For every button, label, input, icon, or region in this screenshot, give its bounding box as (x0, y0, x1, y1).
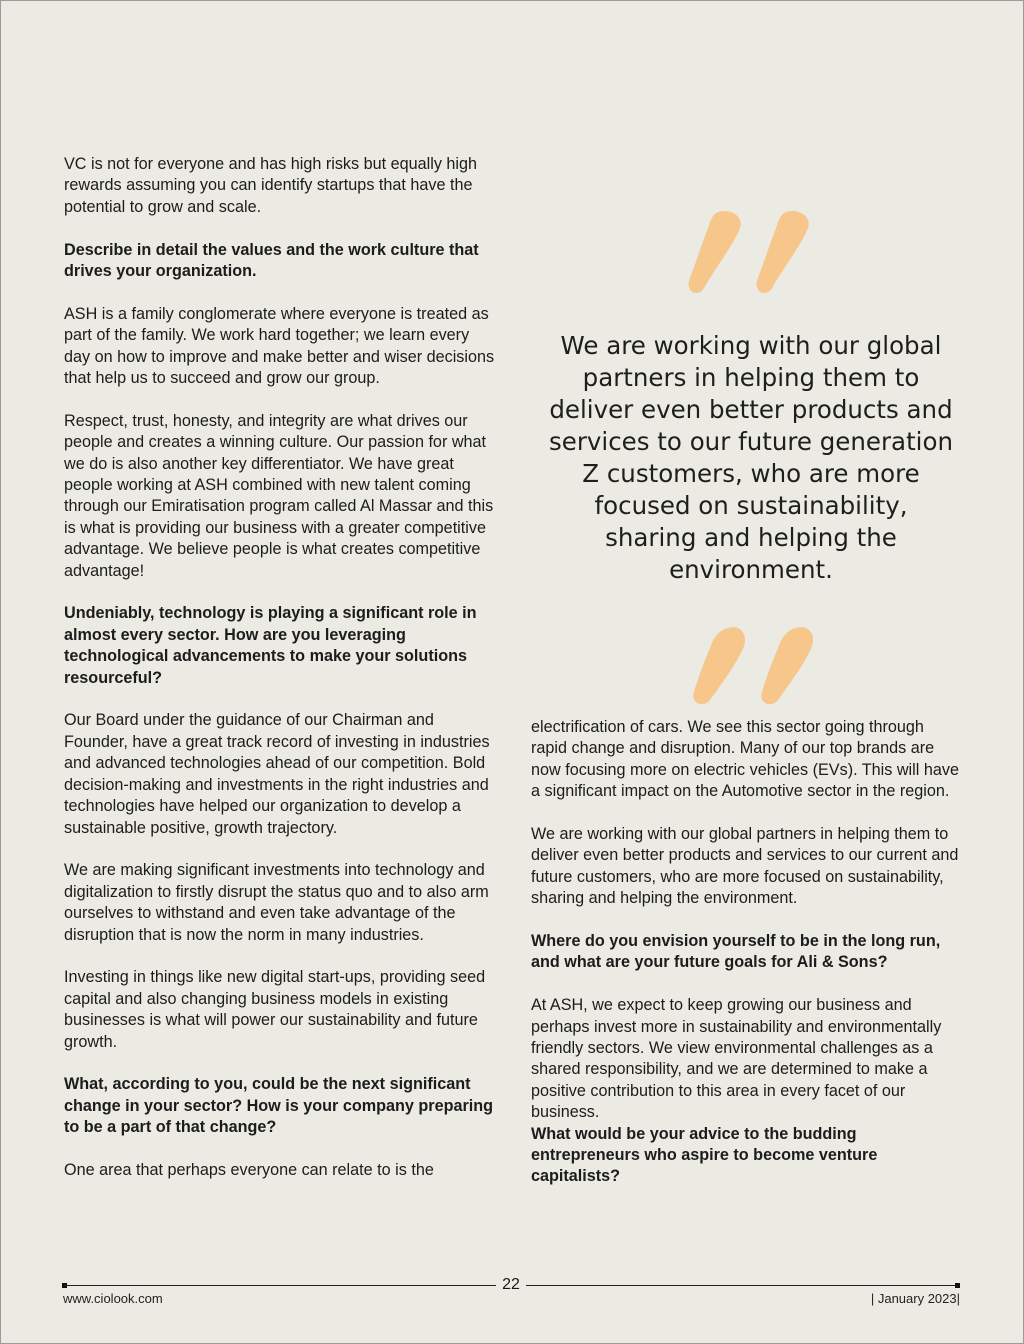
paragraph: electrification of cars. We see this sector going through rapid change and disruption. Many of our top brands are now focusing more on electric vehicles (EVs). This will have a significant impact on the Automotive sector in the region. (531, 718, 959, 801)
pull-quote: We are working with our global partners in helping them to deliver even better products and services to our future generation Z customers, who are more focused on sustainability, sharing and helping the environment. (549, 331, 953, 584)
right-column (531, 717, 959, 1209)
paragraph: Our Board under the guidance of our Chairman and Founder, have a great track record of investing in industries and advanced technologies ahead of our competition. Bold decision-making and investments in the right industries and technologies have helped our organization to develop a sustainable positive, growth trajectory. (64, 711, 490, 837)
question-heading: Undeniably, technology is playing a significant role in almost every sector. How are you leveraging technological advancements to make your solutions resourceful? (64, 604, 477, 687)
paragraph: Investing in things like new digital start-ups, providing seed capital and also changing business models in existing businesses is what will power our sustainability and future growth. (64, 968, 486, 1051)
question-heading: Describe in detail the values and the work culture that drives your organization. (64, 240, 479, 281)
footer-rule-end-right (955, 1283, 960, 1288)
footer-rule-right (526, 1285, 958, 1286)
footer-rule-left (64, 1285, 496, 1286)
question-heading: What, according to you, could be the next significant change in your sector? How is your company preparing to be a part of that change? (64, 1075, 494, 1137)
open-quote-icon (688, 210, 814, 294)
paragraph: We are making significant investments into technology and digitalization to firstly disrupt the status quo and to also arm ourselves to withstand and even take advantage of the disruption that is now the norm in many industries. (64, 861, 489, 944)
page-number: 22 (502, 1276, 520, 1293)
paragraph: We are working with our global partners in helping them to deliver even better products and services to our current and future customers, who are more focused on sustainability, sharing and helping the environment. (531, 825, 959, 908)
paragraph: VC is not for everyone and has high risks but equally high rewards assuming you can identify startups that have the potential to grow and scale. (64, 155, 478, 216)
footer-url: www.ciolook.com (63, 1291, 163, 1306)
paragraph: One area that perhaps everyone can relate to is the (64, 1160, 434, 1179)
paragraph: Respect, trust, honesty, and integrity are what drives our people and creates a winning culture. Our passion for what we do is also another key differentiator. We have great people working at ASH combined with new talent coming through our Emiratisation program called Al Massar and this is what is providing our business with a greater competitive advantage. We believe people is what creates competitive advantage! (64, 411, 494, 580)
left-column (64, 154, 496, 1203)
question-heading: What would be your advice to the budding entrepreneurs who aspire to become venture capitalists? (531, 1124, 878, 1186)
footer-date: | January 2023| (870, 1291, 960, 1306)
question-heading: Where do you envision yourself to be in the long run, and what are your future goals for Ali & Sons? (531, 932, 941, 972)
paragraph: At ASH, we expect to keep growing our business and perhaps invest more in sustainability and environmentally friendly sectors. We view environmental challenges as a shared responsibility, and we are determined to make a positive contribution to this area in every facet of our business. (531, 996, 942, 1122)
close-quote-icon (688, 626, 814, 706)
paragraph: ASH is a family conglomerate where everyone is treated as part of the family. We work hard together; we learn every day on how to improve and make better and wiser decisions that help us to succeed and grow our group. (64, 304, 495, 388)
